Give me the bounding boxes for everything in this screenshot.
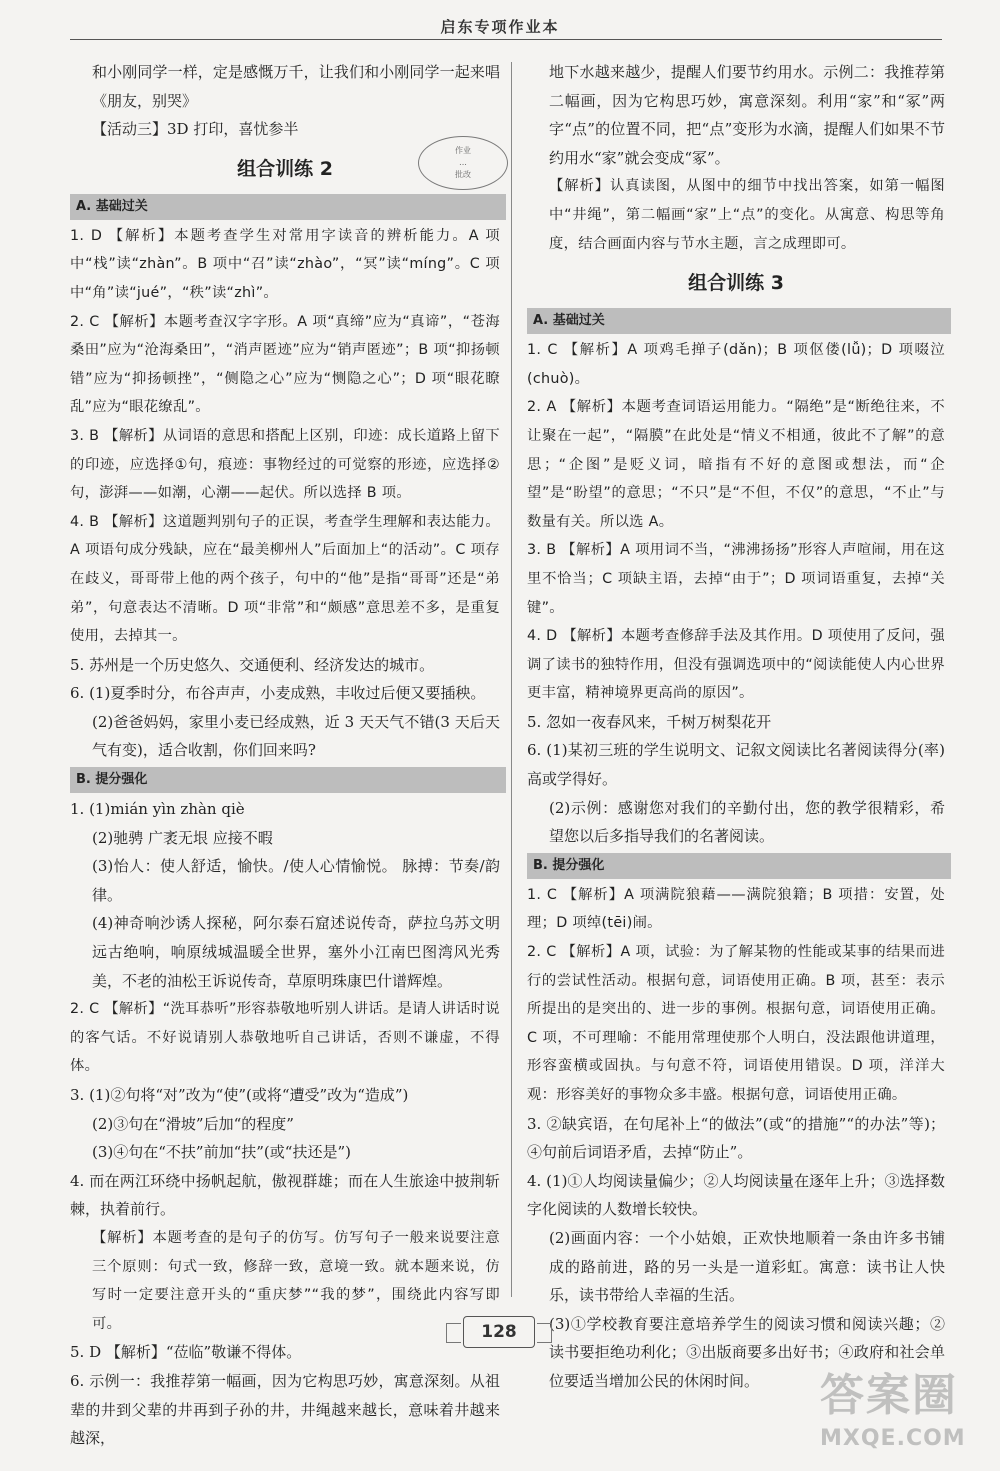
answer-a5: 5. 苏州是一个历史悠久、交通便利、经济发达的城市。 — [70, 655, 435, 674]
stamp-line-2: ... — [459, 158, 467, 167]
answer-3-b4-2: (2)画面内容：一个小姑娘，正欢快地顺着一条由许多书铺成的路前进，路的另一头是一道彩虹。寓意：读书让人快乐，读书带给人幸福的生活。 — [549, 1228, 945, 1305]
answer-3-b1: 1. C 【解析】A 项满院狼藉——满院狼籍；B 项措：安置，处理；D 项绰(tēi)闹。 — [527, 886, 945, 932]
answer-b4: 4. 而在两江环绕中扬帆起航，傲视群雄；而在人生旅途中披荆斩棘，执着前行。 — [70, 1171, 500, 1219]
answer-b1-3: (3)怡人：使人舒适，愉快。/使人心情愉悦。 脉搏：节奏/韵律。 — [92, 857, 500, 904]
section-title-group-2: 组合训练 2 — [237, 157, 333, 180]
answer-3-a5: 5. 忽如一夜春风来，千树万树梨花开 — [527, 712, 772, 731]
answer-b1-4: (4)神奇响沙诱人探秘，阿尔泰石窟述说传奇，萨拉乌苏文明远古绝响，响原绒城温暖全世界，塞外小江南巴图湾风光秀美，不老的油松王诉说传奇，草原明珠康巴什谱辉煌。 — [92, 914, 500, 990]
right-continued-text: 地下水越来越少，提醒人们要节约用水。示例二：我推荐第二幅画，因为它构思巧妙，寓意深刻。利用“家”和“冢”两字“点”的位置不同，把“点”变形为水滴，提醒人们如果不节约用水“家”就会变成“冢”。 — [549, 63, 945, 167]
answer-b1-2: (2)驰骋 广袤无垠 应接不暇 — [92, 828, 273, 847]
answer-3-a2: 2. A 【解析】本题考查词语运用能力。“隔绝”是“断绝往来，不让聚在一起”，“隔膜”在此处是“情义不相通，彼此不了解”的意思；“企图”是贬义词，暗指有不好的意图或想法，而“企望”是“盼望”的意思；“不只”是“不但，不仅”的意思，“不止”与数量有关。所以选 A。 — [527, 399, 945, 530]
answer-b5: 5. D 【解析】“莅临”敬谦不得体。 — [70, 1343, 302, 1362]
answer-a1: 1. D 【解析】本题考查学生对常用字读音的辨析能力。A 项中“栈”读“zhàn”。B 项中“召”读“zhào”，“冥”读“míng”。C 项中“角”读“jué”，“秩”读“zhì”。 — [70, 227, 500, 301]
answer-b6: 6. 示例一：我推荐第一幅画，因为它构思巧妙，寓意深刻。从祖辈的井到父辈的井再到子孙的井，井绳越来越长，意味着井越来越深， — [70, 1371, 500, 1448]
section-a-basic: A. 基础过关 — [70, 194, 506, 220]
answer-3-a6-1: 6. (1)某初三班的学生说明文、记叙文阅读比名著阅读得分(率)高或学得好。 — [527, 741, 945, 789]
answer-a6-2: (2)爸爸妈妈，家里小麦已经成熟，近 3 天天气不错(3 天后天气有变)，适合收割，你们回来吗? — [92, 712, 500, 760]
answer-3-b3: 3. ②缺宾语，在句尾补上“的做法”(或“的措施”“的办法”等)；④句前后词语矛盾，去掉“防止”。 — [527, 1114, 945, 1162]
answer-a3: 3. B 【解析】从词语的意思和搭配上区别，印迹：成长道路上留下的印迹，应选择①句，痕迹：事物经过的可觉察的形迹，应选择②句，澎湃——如潮，心潮——起伏。所以选择 B 项。 — [70, 427, 500, 502]
header-rule — [70, 39, 942, 40]
answer-b3-3: (3)④句在“不扶”前加“扶”(或“扶还是”) — [92, 1143, 351, 1162]
answer-b4-analysis: 【解析】本题考查的是句子的仿写。仿写句子一般来说要注意三个原则：句式一致，修辞一致，意境一致。就本题来说，仿写时一定要注意开头的“重庆梦”“我的梦”，围绕此内容写即可。 — [92, 1229, 500, 1332]
stamp-line-1: 作业 — [455, 146, 471, 155]
answer-3-b2: 2. C 【解析】A 项，试验：为了解某物的性能或某事的结果而进行的尝试性活动。根据句意，词语使用正确。B 项，甚至：表示所提出的是突出的、进一步的事例。根据句意，词语使用正确。C 项，不可理喻：不能用常理使那个人明白，没法跟他讲道理，形容蛮横或固执。与句意不符，词语使用错误。D 项，洋洋大观：形容美好的事物众多丰盛。根据句意，词语使用正确。 — [527, 944, 945, 1103]
stamp-line-3: 批改 — [455, 170, 471, 179]
section-a-basic-3: A. 基础过关 — [527, 308, 951, 334]
page-number: 128 — [463, 1316, 535, 1348]
watermark-main: 答案圈 — [820, 1370, 958, 1421]
answer-b2: 2. C 【解析】“洗耳恭听”形容恭敬地听别人讲话。是请人讲话时说的客气话。不好说请别人恭敬地听自己讲话，否则不谦虚，不得体。 — [70, 1001, 500, 1075]
answer-3-a6-2: (2)示例：感谢您对我们的辛勤付出，您的教学很精彩，希望您以后多指导我们的名著阅读。 — [549, 798, 945, 846]
answer-b1-1: 1. (1)mián yìn zhàn qiè — [70, 800, 245, 819]
answer-3-a1: 1. C 【解析】A 项鸡毛掸子(dǎn)；B 项伛偻(lǚ)；D 项啜泣(chuò)。 — [527, 342, 945, 387]
section-b-improve-3: B. 提分强化 — [527, 853, 951, 879]
column-divider — [511, 62, 512, 1297]
answer-b3-2: (2)③句在“滑坡”后加“的程度” — [92, 1114, 294, 1133]
left-column — [70, 58, 500, 1453]
answer-a2: 2. C 【解析】本题考查汉字字形。A 项“真缔”应为“真谛”，“苍海桑田”应为“沧海桑田”，“消声匿迹”应为“销声匿迹”；B 项“抑扬顿错”应为“抑扬顿挫”，“侧隐之心”应为“恻隐之心”；D 项“眼花瞭乱”应为“眼花缭乱”。 — [70, 313, 500, 416]
left-intro-text: 和小刚同学一样，定是感慨万千，让我们和小刚同学一起来唱《朋友，别哭》 — [92, 63, 500, 110]
answer-b3-1: 3. (1)②句将“对”改为“使”(或将“遭受”改为“造成”) — [70, 1086, 409, 1104]
answer-3-b4-1: 4. (1)①人均阅读量偏少；②人均阅读量在逐年上升；③选择数字化阅读的人数增长较快。 — [527, 1171, 945, 1219]
section-title-group-3: 组合训练 3 — [688, 272, 784, 295]
activity-three: 【活动三】3D 打印，喜忧参半 — [92, 120, 299, 139]
right-continued-analysis: 【解析】认真读图，从图中的细节中找出答案，如第一幅图中“井绳”，第二幅画“家”上“点”的变化。从寓意、构思等角度，结合画面内容与节水主题，言之成理即可。 — [549, 178, 945, 252]
answer-3-a3: 3. B 【解析】A 项用词不当，“沸沸扬扬”形容人声喧闹，用在这里不恰当；C 项缺主语，去掉“由于”；D 项词语重复，去掉“关键”。 — [527, 542, 945, 616]
answer-3-a4: 4. D 【解析】本题考查修辞手法及其作用。D 项使用了反问，强调了读书的独特作用，但没有强调选项中的“阅读能使人内心世界更丰富，精神境界更高尚的原因”。 — [527, 628, 945, 702]
section-b-improve: B. 提分强化 — [70, 767, 506, 793]
header-title: 启东专项作业本 — [440, 18, 560, 36]
site-watermark — [820, 1368, 990, 1464]
answer-3-b4-3: (3)①学校教育要注意培养学生的阅读习惯和阅读兴趣；②读书要拒绝功利化；③出版商要多出好书；④政府和社会单位要适当增加公民的休闲时间。 — [549, 1314, 945, 1390]
watermark-sub: MXQE.COM — [820, 1426, 966, 1451]
answer-a6-1: 6. (1)夏季时分，布谷声声，小麦成熟，丰收过后便又要插秧。 — [70, 684, 486, 703]
answer-a4: 4. B 【解析】这道题判别句子的正误，考查学生理解和表达能力。A 项语句成分残缺，应在“最美柳州人”后面加上“的活动”。C 项存在歧义，哥哥带上他的两个孩子，句中的“他”是指“哥哥”还是“弟弟”，句意表达不清晰。D 项“非常”和“颇感”意思差不多，是重复使用，去掉其一。 — [70, 513, 500, 645]
right-column — [527, 58, 945, 1396]
page-header — [0, 0, 1000, 40]
